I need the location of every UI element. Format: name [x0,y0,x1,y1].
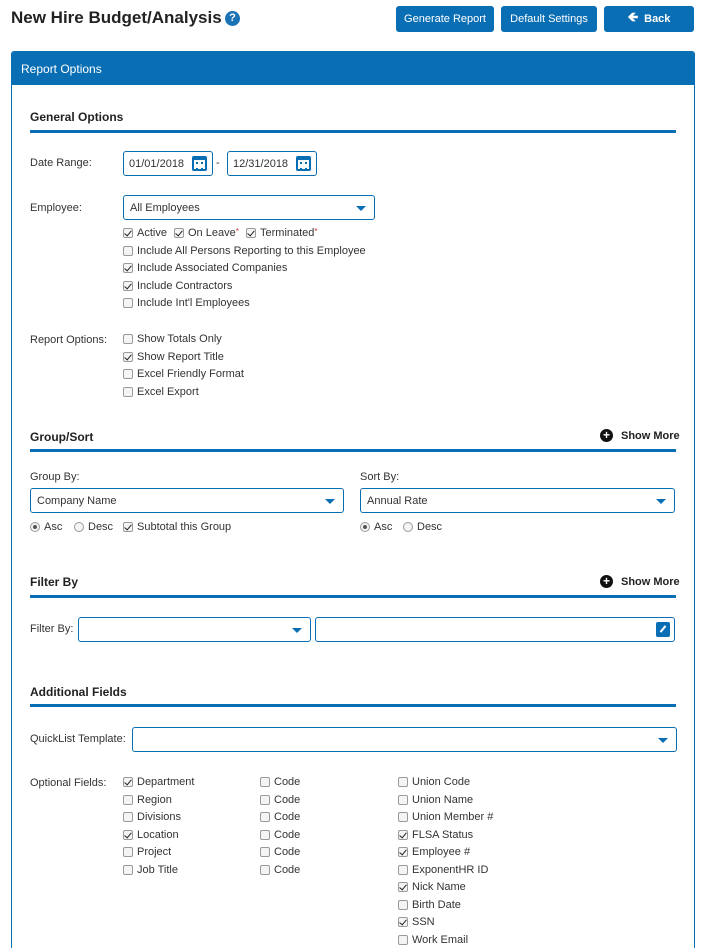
sort-asc-label: Asc [374,521,393,533]
employee-label: Employee: [30,202,82,214]
active-label: Active [137,227,167,239]
optional-field-label: SSN [412,916,435,928]
help-icon[interactable]: ? [225,11,240,26]
optional-field-label: Union Member # [412,811,494,823]
optional-field-label: Work Email [412,934,469,946]
optional-field-label: Divisions [137,811,182,823]
include-associated-checkbox[interactable] [123,263,133,273]
chevron-down-icon [292,628,302,633]
optional-field-label: FLSA Status [412,829,474,841]
excel-export-checkbox[interactable] [123,387,133,397]
filter-value-input[interactable] [315,617,675,642]
generate-report-button[interactable] [396,6,494,32]
on-leave-checkbox[interactable] [174,228,184,238]
group-by-label: Group By: [30,471,80,483]
birth-date-checkbox[interactable] [398,900,408,910]
default-settings-button[interactable] [501,6,597,32]
project-checkbox[interactable] [123,847,133,857]
job-title-checkbox[interactable] [123,865,133,875]
optional-field-label: ExponentHR ID [412,864,489,876]
sort-asc-radio[interactable] [360,522,370,532]
optional-field-label: Union Name [412,794,474,806]
include-contractors-label: Include Contractors [137,280,233,292]
back-button[interactable] [604,6,694,32]
filter-field-select[interactable] [78,617,311,642]
region-checkbox[interactable] [123,795,133,805]
flsa-status-checkbox[interactable] [398,830,408,840]
panel-header: Report Options [12,52,694,85]
date-from-input[interactable] [123,151,213,176]
group-sort-title: Group/Sort [30,430,94,444]
group-desc-radio[interactable] [74,522,84,532]
code-label: Code [274,846,301,858]
union-code-checkbox[interactable] [398,777,408,787]
optional-field-label: Employee # [412,846,471,858]
required-star: * [314,227,318,236]
calendar-icon[interactable] [296,156,311,171]
optional-field-label: Project [137,846,172,858]
group-desc-label: Desc [88,521,114,533]
filter-divider [30,595,676,598]
plus-circle-icon[interactable]: + [600,429,613,442]
code-label: Code [274,776,301,788]
employee-select[interactable] [123,195,375,220]
date-to-value: 12/31/2018 [233,158,289,170]
subtotal-group-label: Subtotal this Group [137,521,232,533]
active-checkbox[interactable] [123,228,133,238]
additional-fields-title: Additional Fields [30,685,127,699]
filter-by-label: Filter By: [30,623,74,635]
work-email-checkbox[interactable] [398,935,408,945]
group-sort-divider [30,449,676,452]
excel-export-label: Excel Export [137,386,199,398]
group-by-select[interactable] [30,488,344,513]
location-checkbox[interactable] [123,830,133,840]
project-code-checkbox[interactable] [260,847,270,857]
sort-desc-label: Desc [417,521,443,533]
date-from-value: 01/01/2018 [129,158,185,170]
subtotal-group-checkbox[interactable] [123,522,133,532]
generate-report-label: Generate Report [404,13,486,25]
code-label: Code [274,794,301,806]
nick-name-checkbox[interactable] [398,882,408,892]
code-label: Code [274,864,301,876]
department-checkbox[interactable] [123,777,133,787]
optional-field-label: Job Title [137,864,178,876]
code-label: Code [274,829,301,841]
code-label: Code [274,811,301,823]
group-by-value: Company Name [37,495,117,507]
department-code-checkbox[interactable] [260,777,270,787]
sort-by-label: Sort By: [360,471,400,483]
back-arrow-icon: 🡸 [627,9,639,24]
employee-select-value: All Employees [130,202,200,214]
date-range-label: Date Range: [30,157,92,169]
show-title-checkbox[interactable] [123,352,133,362]
job-title-code-checkbox[interactable] [260,865,270,875]
quicklist-template-select[interactable] [132,727,677,752]
show-totals-checkbox[interactable] [123,334,133,344]
optional-field-label: Department [137,776,195,788]
divisions-code-checkbox[interactable] [260,812,270,822]
group-asc-radio[interactable] [30,522,40,532]
optional-field-label: Location [137,829,179,841]
plus-circle-icon[interactable]: + [600,575,613,588]
region-code-checkbox[interactable] [260,795,270,805]
location-code-checkbox[interactable] [260,830,270,840]
exponenthr-id-checkbox[interactable] [398,865,408,875]
divisions-checkbox[interactable] [123,812,133,822]
include-contractors-checkbox[interactable] [123,281,133,291]
date-separator: - [216,157,220,169]
filter-by-title: Filter By [30,575,79,589]
filter-show-more[interactable]: Show More [621,576,680,588]
optional-field-label: Region [137,794,172,806]
chevron-down-icon [656,499,666,504]
include-intl-checkbox[interactable] [123,298,133,308]
edit-icon[interactable] [656,622,670,637]
sort-by-value: Annual Rate [367,495,428,507]
optional-field-label: Nick Name [412,881,466,893]
union-name-checkbox[interactable] [398,795,408,805]
include-all-persons-label: Include All Persons Reporting to this Employee [137,245,366,257]
chevron-down-icon [658,738,668,743]
report-options-label: Report Options: [30,334,108,346]
group-asc-label: Asc [44,521,63,533]
employee-number-checkbox[interactable] [398,847,408,857]
chevron-down-icon [325,499,335,504]
include-associated-label: Include Associated Companies [137,262,288,274]
ssn-checkbox[interactable] [398,917,408,927]
page-title: New Hire Budget/Analysis [11,8,222,27]
excel-friendly-label: Excel Friendly Format [137,368,244,380]
required-star: * [235,227,239,236]
group-sort-show-more[interactable]: Show More [621,430,680,442]
terminated-label [260,227,318,239]
optional-field-label: Union Code [412,776,471,788]
show-totals-label: Show Totals Only [137,333,222,345]
general-options-title: General Options [30,110,124,124]
on-leave-text: On Leave [188,227,236,239]
union-member-checkbox[interactable] [398,812,408,822]
terminated-text: Terminated [260,227,315,239]
quicklist-template-label: QuickList Template: [30,733,126,745]
include-intl-label: Include Int'l Employees [137,297,250,309]
optional-field-label: Birth Date [412,899,461,911]
show-title-label: Show Report Title [137,351,224,363]
general-options-divider [30,130,676,133]
terminated-checkbox[interactable] [246,228,256,238]
date-to-input[interactable] [227,151,317,176]
chevron-down-icon [356,206,366,211]
on-leave-label [188,227,239,239]
sort-desc-radio[interactable] [403,522,413,532]
optional-fields-label: Optional Fields: [30,777,107,789]
excel-friendly-checkbox[interactable] [123,369,133,379]
additional-fields-divider [30,704,676,707]
default-settings-label: Default Settings [510,13,588,25]
report-options-panel [11,51,695,948]
calendar-icon[interactable] [192,156,207,171]
back-label: Back [644,13,671,25]
include-all-persons-checkbox[interactable] [123,246,133,256]
sort-by-select[interactable] [360,488,675,513]
